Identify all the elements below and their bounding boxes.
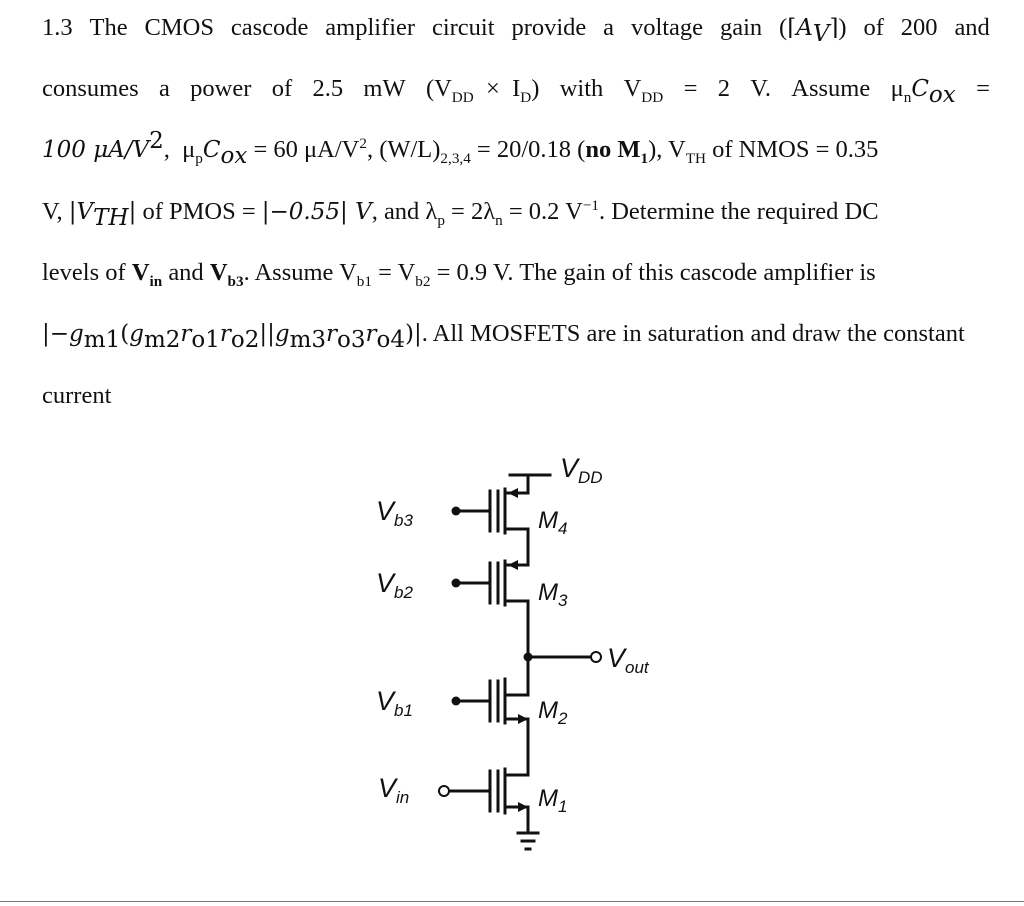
problem-line-6 [42,318,990,353]
vout-terminal [591,652,601,662]
vb2-label: $V_{b2}$ [376,568,413,602]
vb1-label: $V_{b1}$ [376,686,413,720]
word: and [954,14,990,41]
word: consumes [42,75,139,102]
bottom-divider [0,901,1024,902]
word: 2 [717,75,730,102]
mobility-expression: $\mu_nC_{ox}$ [890,75,956,108]
word: The [89,14,128,41]
word: CMOS [144,14,214,41]
word: voltage [630,14,704,41]
vout-label: $V_{out}$ [607,643,649,677]
m1-label: $M_1$ [538,785,568,816]
problem-line-3 [42,127,990,169]
problem-line-1 [42,12,990,47]
word: cascode [230,14,309,41]
vdd-label: $V_{DD}$ [560,453,603,487]
vb3-label: $V_{b3}$ [376,496,413,530]
parameter-text: 100 $\mu A/V^2$, $\mu_pC_{ox} = 60$ $\mu A/V^2$, $(W/L)_{2,3,4} = 20/0.18$ (no $M_1$), $V_{TH}$ of NMOS = 0.35 [42,127,879,169]
m4-transistor [460,489,528,565]
vb2-terminal-dot [452,579,461,588]
m3-arrow [508,560,518,570]
equals: = [683,75,698,102]
problem-line-7 [42,380,990,412]
word: 2.5 [312,75,344,102]
word: Assume [791,75,871,102]
word: a [158,75,170,102]
problem-line-5 [42,257,990,289]
word: with [559,75,604,102]
m2-label: $M_2$ [538,697,568,728]
problem-line-2 [42,73,990,108]
equals: = [976,75,990,102]
m1-transistor [448,769,528,833]
parameter-text: levels of $V_{in}$ and $V_{b3}$. Assume $V_{b1} = V_{b2} = 0.9$ V. The gain of this cascode amplifier is [42,259,876,290]
vin-terminal [439,786,449,796]
vdd-symbol: $V_{DD}$ [623,75,664,106]
ground-symbol [518,833,538,849]
problem-number: 1.3 [42,14,73,41]
word: a [603,14,615,41]
word: power [190,75,252,102]
m3-label: $M_3$ [538,579,568,610]
word: mW [363,75,406,102]
gain-expression: $(⌈A_V⌉)$ [779,14,847,47]
m3-transistor [460,561,528,695]
word: circuit [431,14,495,41]
parameter-text: V, $|V_{TH}|$ of PMOS = |−0.55| V, and $\lambda_p = 2\lambda_n = 0.2$ $V^{-1}$. Determine the required DC [42,196,879,231]
word: current [42,382,112,409]
word: amplifier [325,14,416,41]
word: of [863,14,884,41]
problem-line-4 [42,196,990,231]
word: gain [719,14,763,41]
cascode-amplifier-schematic [360,445,680,885]
gain-formula: $|-g_{m1}(g_{m2}r_{o1}r_{o2}||g_{m3}r_{o3}r_{o4})|$. All MOSFETS are in saturation and draw the constant [42,320,965,353]
m4-arrow [508,488,518,498]
vb3-terminal-dot [452,507,461,516]
vout-junction-dot [524,653,533,662]
vb1-terminal-dot [452,697,461,706]
m4-label: $M_4$ [538,507,568,538]
power-expression: $(V_{DD} \times I_D)$ [425,75,540,106]
word: 200 [900,14,938,41]
word: V. [750,75,771,102]
word: provide [511,14,587,41]
word: of [271,75,293,102]
m2-transistor [460,679,528,775]
vin-label: $V_{in}$ [378,773,410,807]
